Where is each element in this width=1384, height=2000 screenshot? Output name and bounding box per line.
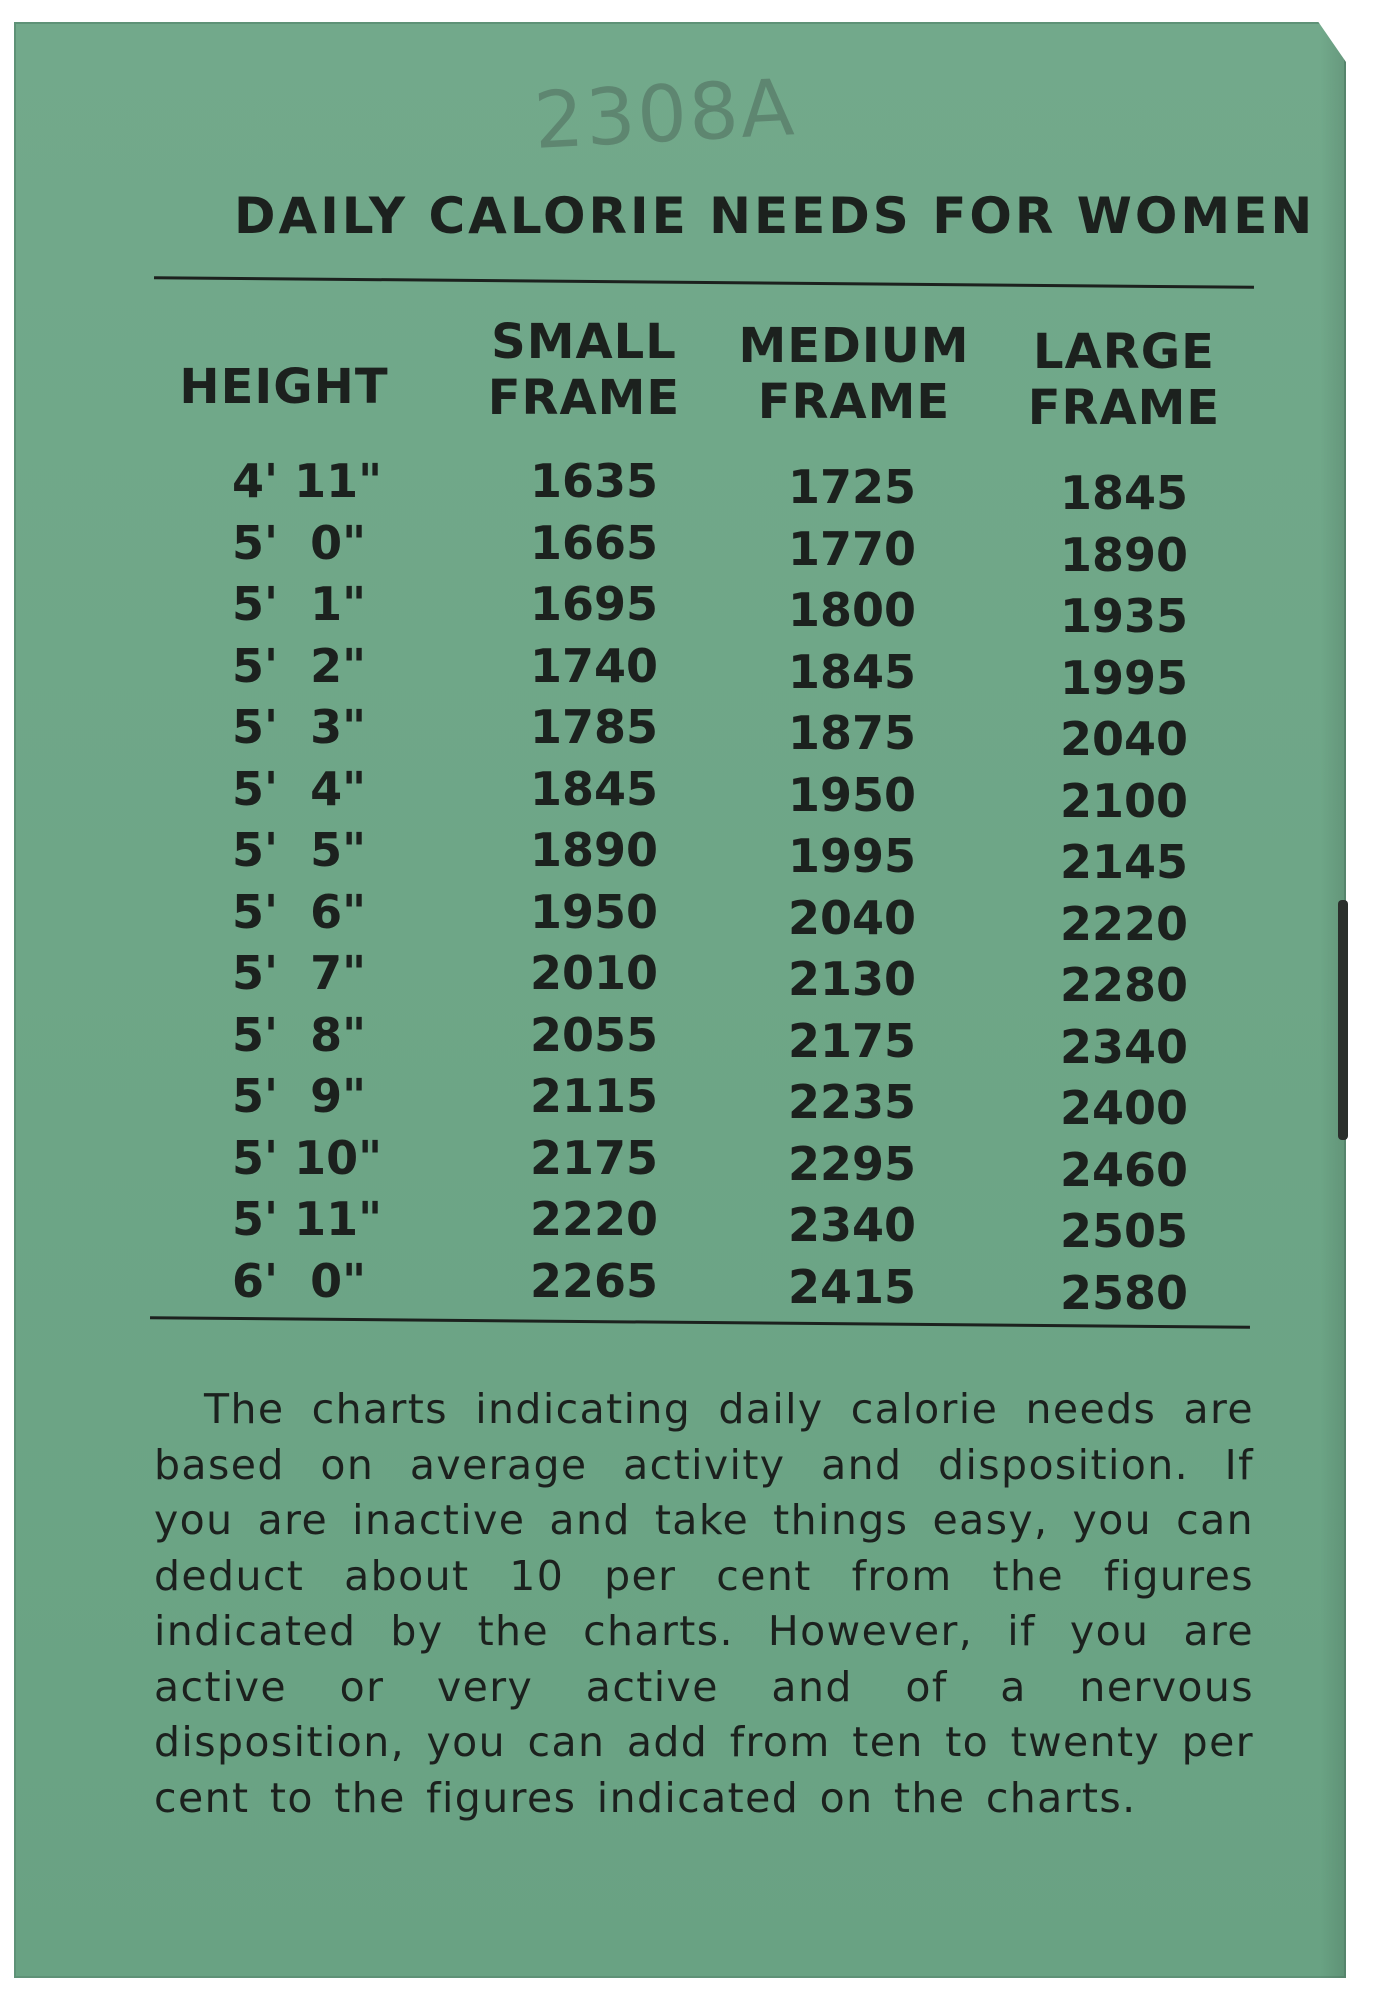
- table-row: [14, 638, 1346, 705]
- height-cell: 6' 0": [232, 1253, 367, 1308]
- column-header-small-line2: FRAME: [487, 370, 681, 426]
- height-cell: 5' 9": [232, 1069, 367, 1123]
- height-cell: 5' 1": [232, 577, 367, 631]
- table-row: [14, 1069, 1346, 1135]
- small-frame-cell: 1665: [529, 515, 659, 570]
- small-frame-cell: 2220: [529, 1192, 659, 1246]
- medium-frame-cell: 1950: [787, 767, 917, 822]
- medium-frame-cell: 2340: [787, 1198, 917, 1252]
- large-frame-cell: 2400: [1059, 1081, 1189, 1135]
- small-frame-cell: 1635: [529, 454, 659, 508]
- medium-frame-cell: 2295: [787, 1136, 917, 1191]
- large-frame-cell: 2340: [1059, 1019, 1189, 1074]
- large-frame-cell: 2505: [1059, 1204, 1189, 1258]
- large-frame-cell: 2040: [1059, 712, 1189, 766]
- table-row: [14, 761, 1346, 828]
- small-frame-cell: 1950: [529, 884, 659, 939]
- large-frame-cell: 2580: [1059, 1265, 1189, 1320]
- large-frame-cell: 2280: [1059, 958, 1189, 1012]
- large-frame-cell: 1845: [1059, 466, 1189, 520]
- table-row: [14, 515, 1346, 582]
- large-frame-cell: 2460: [1059, 1142, 1189, 1197]
- column-header-medium-frame: [734, 318, 974, 430]
- medium-frame-cell: 2235: [787, 1075, 917, 1129]
- large-frame-cell: 2145: [1059, 835, 1189, 889]
- table-row: [14, 884, 1346, 951]
- small-frame-cell: 2265: [529, 1253, 659, 1308]
- pencil-catalog-mark: 2308A: [531, 63, 799, 167]
- small-frame-cell: 1890: [529, 823, 659, 877]
- top-rule: [154, 276, 1254, 289]
- column-header-large-line1: LARGE: [1033, 324, 1215, 380]
- table-row: [14, 1192, 1346, 1258]
- column-header-large-frame: [1014, 324, 1234, 436]
- medium-frame-cell: 1800: [787, 583, 917, 637]
- small-frame-cell: 1740: [529, 638, 659, 693]
- height-cell: 5' 5": [232, 823, 367, 877]
- medium-frame-cell: 2415: [787, 1259, 917, 1314]
- large-frame-cell: 1935: [1059, 589, 1189, 643]
- medium-frame-cell: 1875: [787, 706, 917, 760]
- table-row: [14, 700, 1346, 766]
- large-frame-cell: 2220: [1059, 896, 1189, 951]
- medium-frame-cell: 1770: [787, 521, 917, 576]
- small-frame-cell: 1785: [529, 700, 659, 754]
- height-cell: 5' 6": [232, 884, 367, 939]
- medium-frame-cell: 1995: [787, 829, 917, 883]
- table-row: [14, 1253, 1346, 1320]
- page-title: DAILY CALORIE NEEDS FOR WOMEN: [234, 187, 1316, 245]
- height-cell: 5' 3": [232, 700, 367, 754]
- height-cell: 5' 7": [232, 946, 367, 1000]
- medium-frame-cell: 2130: [787, 952, 917, 1006]
- height-cell: 5' 11": [232, 1192, 383, 1246]
- small-frame-cell: 2115: [529, 1069, 659, 1123]
- explanatory-note: The charts indicating daily calorie needs are based on average activity and disposition. If you are inactive and take things easy, you can deduct about 10 per cent from the figures indicated by the charts. However, if you are active or very active and of a nervous disposition, you can add from ten to twenty per cent to the figures indicated on the charts.: [154, 1385, 1254, 1822]
- column-header-height: HEIGHT: [179, 359, 389, 415]
- column-header-large-line2: FRAME: [1027, 380, 1221, 436]
- medium-frame-cell: 1725: [787, 460, 917, 514]
- small-frame-cell: 1695: [529, 577, 659, 631]
- binding-edge: [1338, 900, 1348, 1140]
- table-row: [14, 1007, 1346, 1074]
- height-cell: 5' 8": [232, 1007, 367, 1062]
- column-header-small-frame: [484, 314, 684, 426]
- column-header-medium-line2: FRAME: [757, 374, 951, 430]
- table-row: [14, 454, 1346, 520]
- medium-frame-cell: 2040: [787, 890, 917, 945]
- column-header-medium-line1: MEDIUM: [738, 318, 970, 374]
- small-frame-cell: 1845: [529, 761, 659, 816]
- large-frame-cell: 1995: [1059, 650, 1189, 705]
- table-row: [14, 823, 1346, 889]
- height-cell: 5' 4": [232, 761, 367, 816]
- column-header-small-line1: SMALL: [491, 314, 677, 370]
- large-frame-cell: 2100: [1059, 773, 1189, 828]
- large-frame-cell: 1890: [1059, 527, 1189, 582]
- small-frame-cell: 2010: [529, 946, 659, 1000]
- height-cell: 4' 11": [232, 454, 383, 508]
- height-cell: 5' 0": [232, 515, 367, 570]
- table-row: [14, 1130, 1346, 1197]
- medium-frame-cell: 2175: [787, 1013, 917, 1068]
- table-row: [14, 577, 1346, 643]
- small-frame-cell: 2055: [529, 1007, 659, 1062]
- medium-frame-cell: 1845: [787, 644, 917, 699]
- height-cell: 5' 2": [232, 638, 367, 693]
- small-frame-cell: 2175: [529, 1130, 659, 1185]
- height-cell: 5' 10": [232, 1130, 383, 1185]
- table-row: [14, 946, 1346, 1012]
- calorie-card: [14, 22, 1346, 1978]
